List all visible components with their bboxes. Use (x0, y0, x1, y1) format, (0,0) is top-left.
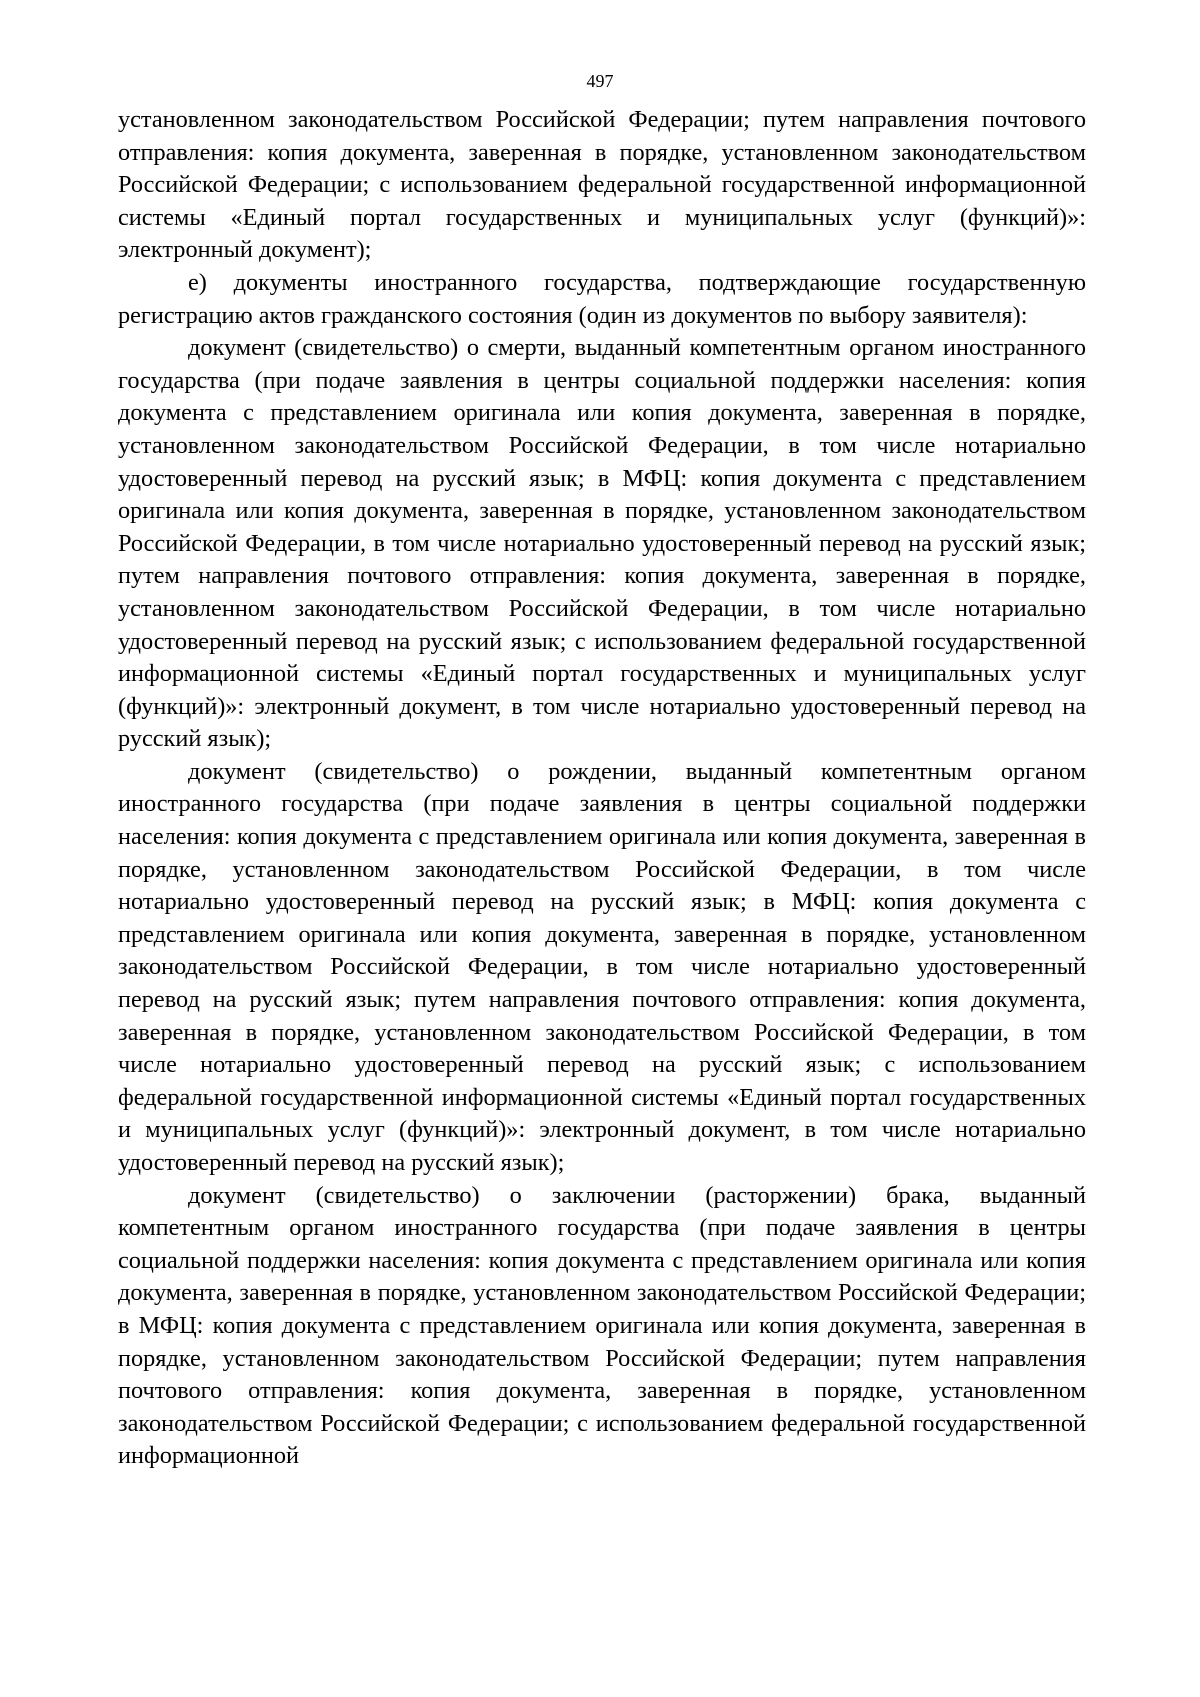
paragraph-continuation: установленном законодательством Российской Федерации; путем направления почтового отправления: копия документа, заверенная в порядке, установленном законодательством Российской Федерации; с использованием федеральной государственной информационной системы «Единый портал государственных и муниципальных услуг (функций)»: электронный документ); (118, 106, 1086, 264)
paragraph-item-e: е) документы иностранного государства, подтверждающие государственную регистрацию актов гражданского состояния (один из документов по выбору заявителя): (118, 268, 1086, 329)
document-body (118, 104, 1086, 1473)
page-number: 497 (586, 71, 614, 91)
paragraph-marriage-certificate: документ (свидетельство) о заключении (расторжении) брака, выданный компетентным органом иностранного государства (при подаче заявления в центры социальной поддержки населения: копия документа с представлением оригинала или копия документа, заверенная в порядке, установленном законодательством Российской Федерации; в МФЦ: копия документа с представлением оригинала или копия документа, заверенная в порядке, установленном законодательством Российской Федерации; путем направления почтового отправления: копия документа, заверенная в порядке, установленном законодательством Российской Федерации; с использованием федеральной государственной информационной (118, 1181, 1086, 1470)
paragraph-birth-certificate: документ (свидетельство) о рождении, выданный компетентным органом иностранного государства (при подаче заявления в центры социальной поддержки населения: копия документа с представлением оригинала или копия документа, заверенная в порядке, установленном законодательством Российской Федерации, в том числе нотариально удостоверенный перевод на русский язык; в МФЦ: копия документа с представлением оригинала или копия документа, заверенная в порядке, установленном законодательством Российской Федерации, в том числе нотариально удостоверенный перевод на русский язык; путем направления почтового отправления: копия документа, заверенная в порядке, установленном законодательством Российской Федерации, в том числе нотариально удостоверенный перевод на русский язык; с использованием федеральной государственной информационной системы «Единый портал государственных и муниципальных услуг (функций)»: электронный документ, в том числе нотариально удостоверенный перевод на русский язык); (118, 757, 1086, 1176)
paragraph-death-certificate: документ (свидетельство) о смерти, выданный компетентным органом иностранного государства (при подаче заявления в центры социальной поддержки населения: копия документа с представлением оригинала или копия документа, заверенная в порядке, установленном законодательством Российской Федерации, в том числе нотариально удостоверенный перевод на русский язык; в МФЦ: копия документа с представлением оригинала или копия документа, заверенная в порядке, установленном законодательством Российской Федерации, в том числе нотариально удостоверенный перевод на русский язык; путем направления почтового отправления: копия документа, заверенная в порядке, установленном законодательством Российской Федерации, в том числе нотариально удостоверенный перевод на русский язык; с использованием федеральной государственной информационной системы «Единый портал государственных и муниципальных услуг (функций)»: электронный документ, в том числе нотариально удостоверенный перевод на русский язык); (118, 334, 1086, 753)
